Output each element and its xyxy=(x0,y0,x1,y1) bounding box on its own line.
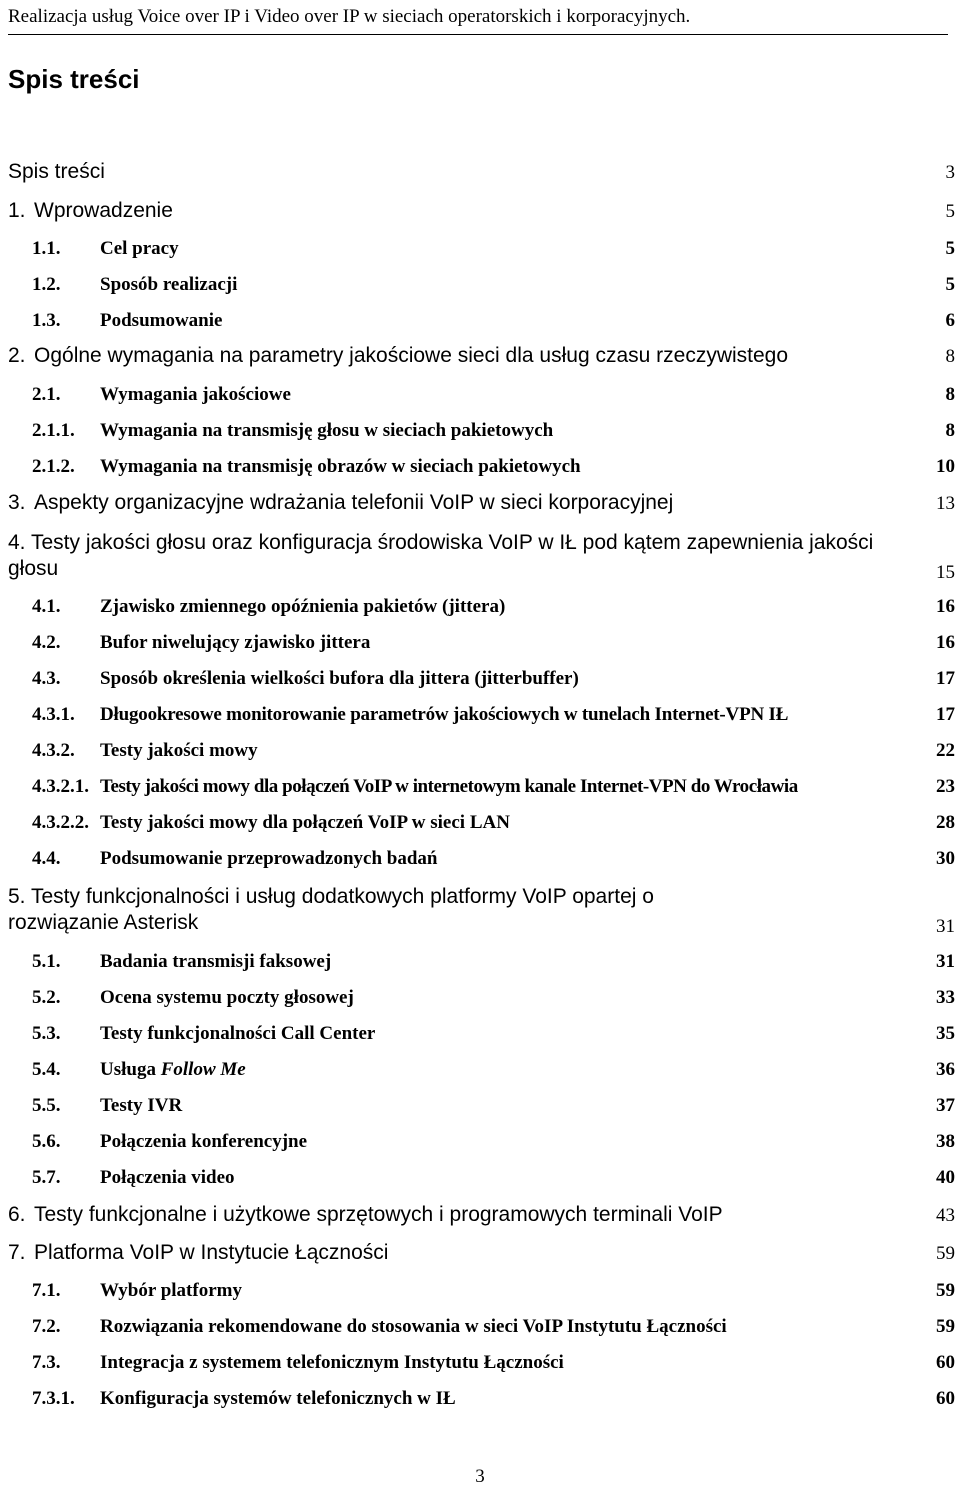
toc-entry[interactable] xyxy=(0,1059,960,1085)
toc-entry-number: 1. xyxy=(8,199,26,222)
toc-entry-text: Długookresowe monitorowanie parametrów jakościowych w tunelach Internet-VPN IŁ xyxy=(100,704,789,725)
toc-entry-text: Testy funkcjonalności Call Center xyxy=(100,1023,376,1044)
toc-entry-page: 31 xyxy=(936,916,955,937)
toc-entry-text: Wymagania na transmisję głosu w sieciach pakietowych xyxy=(100,420,554,441)
toc-entry-text: Połączenia konferencyjne xyxy=(100,1131,308,1152)
toc-entry[interactable] xyxy=(0,1352,960,1378)
toc-entry[interactable] xyxy=(0,1131,960,1157)
toc-entry-text: Rozwiązania rekomendowane do stosowania w sieci VoIP Instytutu Łączności xyxy=(100,1316,727,1337)
toc-entry-number: 4.3.1. xyxy=(32,704,75,725)
toc-entry-text: Bufor niwelujący zjawisko jittera xyxy=(100,632,371,653)
toc-entry-text: Spis treści xyxy=(8,160,105,183)
toc-entry-number: 7.3. xyxy=(32,1352,61,1373)
toc-entry[interactable] xyxy=(0,1280,960,1306)
toc-entry-page: 8 xyxy=(945,346,955,367)
toc-entry[interactable] xyxy=(0,238,960,264)
toc-entry-number: 7.2. xyxy=(32,1316,61,1337)
toc-entry[interactable] xyxy=(0,530,960,586)
toc-entry-number: 2. xyxy=(8,344,26,367)
toc-entry-page: 6 xyxy=(945,310,955,331)
toc-entry-text: Testy jakości mowy dla połączeń VoIP w sieci LAN xyxy=(100,812,510,833)
toc-entry-number: 1.2. xyxy=(32,274,61,295)
toc-entry-page: 22 xyxy=(936,740,955,761)
toc-entry-text: Wymagania jakościowe xyxy=(100,384,291,405)
toc-entry-page: 17 xyxy=(936,668,955,689)
toc-entry-text: Zjawisko zmiennego opóźnienia pakietów (jittera) xyxy=(100,596,506,617)
toc-entry[interactable] xyxy=(0,884,960,940)
toc-entry-page: 8 xyxy=(945,384,955,405)
toc-entry-number: 5.4. xyxy=(32,1059,61,1080)
toc-entry-number: 5.3. xyxy=(32,1023,61,1044)
toc-entry-text: Testy funkcjonalne i użytkowe sprzętowych i programowych terminali VoIP xyxy=(34,1203,723,1226)
toc-entry[interactable] xyxy=(0,310,960,336)
toc-entry-text: Podsumowanie przeprowadzonych badań xyxy=(100,848,438,869)
toc-entry-number: 2.1.2. xyxy=(32,456,75,477)
toc-entry-number: 5.5. xyxy=(32,1095,61,1116)
toc-entry-number: 5.7. xyxy=(32,1167,61,1188)
toc-entry[interactable] xyxy=(0,632,960,658)
toc-entry[interactable] xyxy=(0,420,960,446)
page-number: 3 xyxy=(475,1466,485,1487)
toc-entry-number: 3. xyxy=(8,491,26,514)
toc-entry-text: Cel pracy xyxy=(100,238,179,259)
toc-entry-text: 5. Testy funkcjonalności i usług dodatkowych platformy VoIP opartej o rozwiązanie Asterisk xyxy=(8,885,654,934)
toc-entry-text: Integracja z systemem telefonicznym Instytutu Łączności xyxy=(100,1352,564,1373)
toc-entry[interactable] xyxy=(0,668,960,694)
toc-entry-number: 5.1. xyxy=(32,951,61,972)
toc-entry-number: 4.1. xyxy=(32,596,61,617)
toc-entry[interactable] xyxy=(0,491,960,519)
running-header: Realizacja usług Voice over IP i Video over IP w sieciach operatorskich i korporacyjnych. xyxy=(8,4,948,35)
toc-entry-page: 33 xyxy=(936,987,955,1008)
toc-entry[interactable] xyxy=(0,596,960,622)
toc-entry[interactable] xyxy=(0,1241,960,1269)
toc-entry-number: 5.2. xyxy=(32,987,61,1008)
toc-entry[interactable] xyxy=(0,199,960,227)
toc-entry-text: Podsumowanie xyxy=(100,310,223,331)
toc-entry[interactable] xyxy=(0,776,960,802)
toc-entry-text: Wprowadzenie xyxy=(34,199,173,222)
toc-entry-page: 8 xyxy=(945,420,955,441)
toc-entry-page: 35 xyxy=(936,1023,955,1044)
toc-entry-page: 30 xyxy=(936,848,955,869)
toc-entry-text: Ogólne wymagania na parametry jakościowe sieci dla usług czasu rzeczywistego xyxy=(34,344,789,367)
toc-entry-number: 4.4. xyxy=(32,848,61,869)
toc-entry-text-part: Usługa xyxy=(100,1059,161,1080)
toc-entry-number: 4.3.2.1. xyxy=(32,776,89,797)
toc-entry-page: 60 xyxy=(936,1388,955,1409)
toc-entry-text: Testy jakości mowy dla połączeń VoIP w internetowym kanale Internet-VPN do Wrocławia xyxy=(100,776,798,797)
toc-entry-text: Platforma VoIP w Instytucie Łączności xyxy=(34,1241,389,1264)
toc-entry-text: Wybór platformy xyxy=(100,1280,242,1301)
toc-entry-page: 16 xyxy=(936,632,955,653)
toc-entry-number: 4.3.2.2. xyxy=(32,812,89,833)
toc-entry-number: 4.2. xyxy=(32,632,61,653)
toc-entry-number: 1.3. xyxy=(32,310,61,331)
toc-entry[interactable] xyxy=(0,274,960,300)
toc-entry-text: Sposób realizacji xyxy=(100,274,238,295)
toc-entry-page: 31 xyxy=(936,951,955,972)
toc-entry[interactable] xyxy=(0,1316,960,1342)
toc-entry[interactable] xyxy=(0,1167,960,1193)
toc-entry-number: 7.1. xyxy=(32,1280,61,1301)
toc-entry[interactable] xyxy=(0,1095,960,1121)
toc-entry-number: 4.3.2. xyxy=(32,740,75,761)
toc-entry-number: 5.6. xyxy=(32,1131,61,1152)
toc-entry[interactable] xyxy=(0,848,960,874)
toc-entry-page: 16 xyxy=(936,596,955,617)
toc-entry-text: Sposób określenia wielkości bufora dla jittera (jitterbuffer) xyxy=(100,668,579,689)
toc-entry-text-italic: Follow Me xyxy=(160,1059,246,1080)
toc-entry-page: 59 xyxy=(936,1243,955,1264)
toc-entry-page: 23 xyxy=(936,776,955,797)
toc-entry-page: 60 xyxy=(936,1352,955,1373)
toc-entry-page: 36 xyxy=(936,1059,955,1080)
toc-entry-text: Badania transmisji faksowej xyxy=(100,951,332,972)
toc-entry-page: 40 xyxy=(936,1167,955,1188)
toc-entry[interactable] xyxy=(0,812,960,838)
toc-entry-page: 59 xyxy=(936,1280,955,1301)
toc-entry-page: 15 xyxy=(936,562,955,583)
toc-entry-page: 43 xyxy=(936,1205,955,1226)
toc-entry[interactable] xyxy=(0,456,960,482)
toc-entry-text xyxy=(100,1059,246,1081)
toc-entry-number: 2.1. xyxy=(32,384,61,405)
toc-entry[interactable] xyxy=(0,160,960,188)
toc-entry-page: 28 xyxy=(936,812,955,833)
toc-entry-text: Wymagania na transmisję obrazów w sieciach pakietowych xyxy=(100,456,581,477)
toc-entry-number: 7. xyxy=(8,1241,26,1264)
toc-entry-page: 17 xyxy=(936,704,955,725)
toc-entry-page: 13 xyxy=(936,493,955,514)
toc-entry-number: 1.1. xyxy=(32,238,61,259)
toc-entry[interactable] xyxy=(0,704,960,730)
toc-entry[interactable] xyxy=(0,384,960,410)
toc-entry-page: 3 xyxy=(945,162,955,183)
toc-entry-text: Testy IVR xyxy=(100,1095,183,1116)
toc-entry[interactable] xyxy=(0,1023,960,1049)
toc-entry[interactable] xyxy=(0,951,960,977)
toc-entry-number: 7.3.1. xyxy=(32,1388,75,1409)
toc-entry[interactable] xyxy=(0,740,960,766)
toc-entry[interactable] xyxy=(0,344,960,372)
toc-entry[interactable] xyxy=(0,987,960,1013)
toc-entry-page: 38 xyxy=(936,1131,955,1152)
toc-entry-text: Połączenia video xyxy=(100,1167,235,1188)
toc-entry-text: Ocena systemu poczty głosowej xyxy=(100,987,354,1008)
toc-entry-text: Aspekty organizacyjne wdrażania telefonii VoIP w sieci korporacyjnej xyxy=(34,491,674,514)
toc-entry[interactable] xyxy=(0,1388,960,1414)
toc-entry-text: Testy jakości mowy xyxy=(100,740,258,761)
toc-entry-text: 4. Testy jakości głosu oraz konfiguracja środowiska VoIP w IŁ pod kątem zapewnienia jakości głosu xyxy=(8,531,874,580)
toc-entry-page: 10 xyxy=(936,456,955,477)
toc-entry-page: 37 xyxy=(936,1095,955,1116)
toc-entry-number: 6. xyxy=(8,1203,26,1226)
toc-entry-page: 5 xyxy=(945,274,955,295)
toc-entry-number: 4.3. xyxy=(32,668,61,689)
toc-entry-number: 2.1.1. xyxy=(32,420,75,441)
toc-entry-page: 5 xyxy=(945,238,955,259)
toc-entry[interactable] xyxy=(0,1203,960,1231)
toc-entry-text: Konfiguracja systemów telefonicznych w IŁ xyxy=(100,1388,456,1409)
page-title: Spis treści xyxy=(8,64,140,94)
toc-entry-page: 59 xyxy=(936,1316,955,1337)
toc-entry-page: 5 xyxy=(945,201,955,222)
